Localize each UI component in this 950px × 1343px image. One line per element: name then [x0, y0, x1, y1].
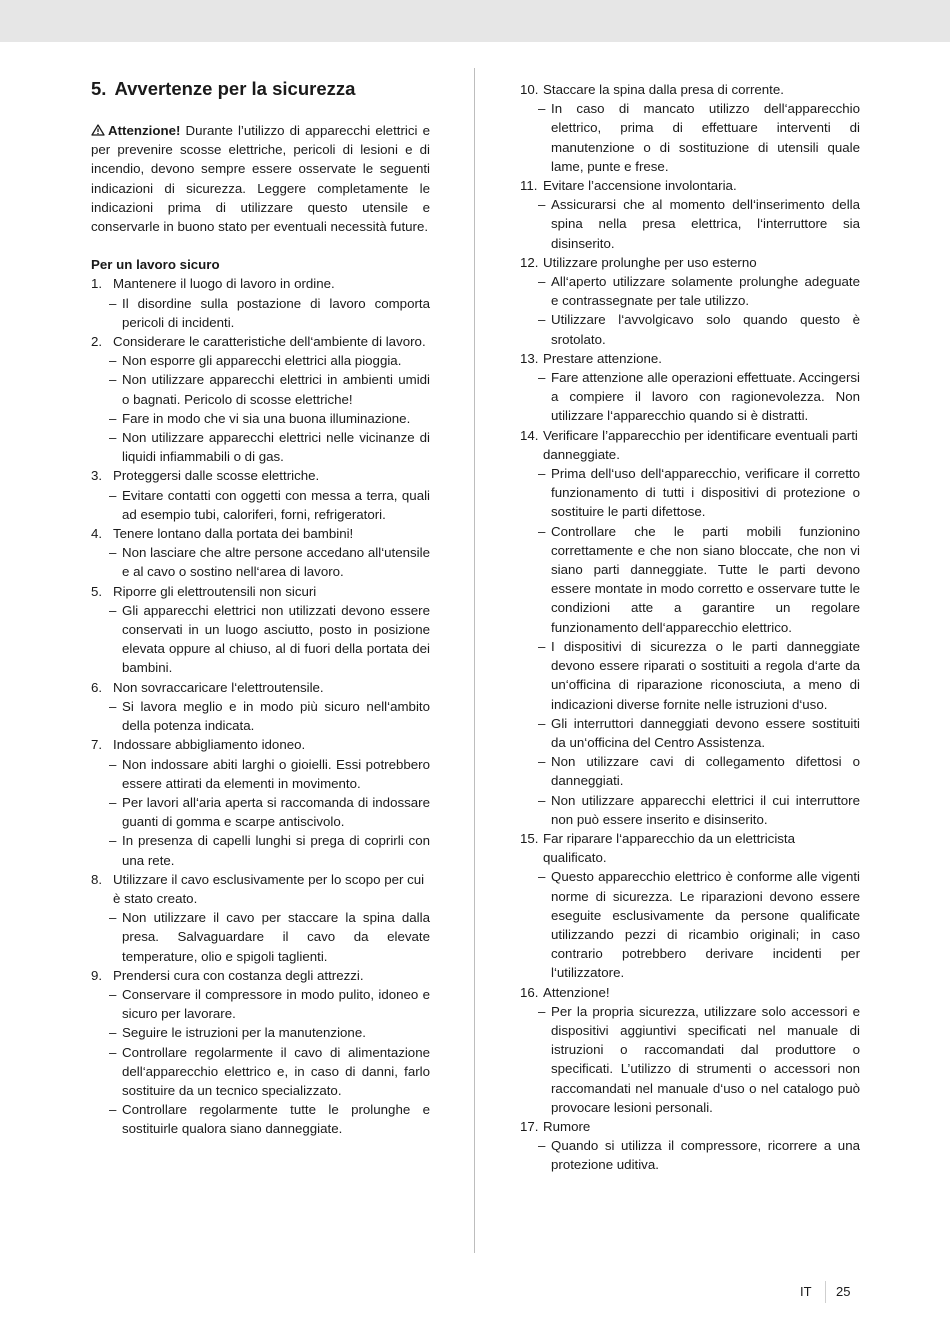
bullet-text: Controllare regolarmente il cavo di alimentazione dell‘apparecchio elettrico e, in caso di danni, farlo sostituire da un tecnico specializzato.	[122, 1044, 430, 1098]
bullet-text: Controllare regolarmente tutte le prolunghe e sostituirle qualora siano danneggiate.	[122, 1102, 430, 1137]
list-item	[520, 983, 860, 1002]
list-item	[91, 582, 430, 601]
bullet-item	[520, 272, 860, 310]
dash-marker: –	[538, 869, 546, 885]
bullet-item	[91, 486, 430, 524]
page-title	[91, 78, 430, 100]
bullet-text: Non indossare abiti larghi o gioielli. Essi potrebbero essere attirati da elementi in movimento.	[122, 756, 430, 791]
bullet-text: Prima dell‘uso dell‘apparecchio, verificare il corretto funzionamento di tutti i dispositivi di protezione o sostituire le parti difettose.	[551, 466, 860, 520]
list-item	[91, 678, 430, 697]
dash-marker: –	[109, 1044, 117, 1060]
bullet-text: Non utilizzare apparecchi elettrici il cui interruttore non può essere inserito e disinserito.	[551, 792, 860, 827]
item-text: Evitare l’accensione involontaria.	[543, 178, 737, 194]
item-text: Utilizzare prolunghe per uso esterno	[543, 254, 757, 270]
dash-marker: –	[109, 487, 117, 503]
dash-marker: –	[109, 410, 117, 426]
bullet-text: Non utilizzare il cavo per staccare la spina dalla presa. Salvaguardare il cavo da elevate temperature, olio e spigoli taglienti.	[122, 910, 430, 964]
list-item	[91, 870, 430, 908]
list-item	[91, 274, 430, 293]
bullet-text: Assicurarsi che al momento dell‘inserimento della spina nella presa elettrica, l‘interruttore sia disinserito.	[551, 197, 860, 251]
item-text: Tenere lontano dalla portata dei bambini!	[113, 526, 354, 542]
bullet-text: Seguire le istruzioni per la manutenzione.	[122, 1025, 366, 1041]
list-item	[520, 1117, 860, 1136]
bullet-text: Non utilizzare cavi di collegamento difettosi o danneggiati.	[551, 754, 860, 789]
item-text: Non sovraccaricare l‘elettroutensile.	[113, 679, 324, 695]
bullet-item	[520, 714, 860, 752]
bullet-text: Quando si utilizza il compressore, ricorrere a una protezione uditiva.	[551, 1138, 860, 1173]
item-number: 10.	[520, 82, 539, 97]
bullet-item	[91, 543, 430, 581]
list-item	[91, 966, 430, 985]
bullet-item	[520, 791, 860, 829]
bullet-item	[520, 867, 860, 982]
item-text: Prendersi cura con costanza degli attrezzi.	[113, 967, 364, 983]
dash-marker: –	[538, 715, 546, 731]
dash-marker: –	[538, 466, 546, 482]
bullet-text: Gli apparecchi elettrici non utilizzati devono essere conservati in un luogo asciutto, posto in posizione elevata oppure al chiuso, al di fuori della portata dei bambini.	[122, 602, 430, 676]
dash-marker: –	[109, 910, 117, 926]
bullet-item	[520, 752, 860, 790]
dash-marker: –	[109, 1102, 117, 1118]
item-number: 6.	[91, 679, 103, 695]
dash-marker: –	[538, 197, 546, 213]
bullet-item	[91, 428, 430, 466]
list-item	[91, 735, 430, 754]
bullet-text: Non utilizzare apparecchi elettrici nelle vicinanze di liquidi infiammabili o di gas.	[122, 430, 430, 465]
bullet-text: All‘aperto utilizzare solamente prolunghe adeguate e contrassegnate per tale utilizzo.	[551, 274, 860, 309]
subheading: Per un lavoro sicuro	[91, 257, 220, 273]
dash-marker: –	[538, 312, 546, 328]
dash-marker: –	[538, 274, 546, 290]
bullet-item	[520, 1136, 860, 1174]
bullet-item	[91, 755, 430, 793]
item-text: Verificare l’apparecchio per identificare eventuali parti danneggiate.	[543, 427, 858, 462]
bullet-text: Evitare contatti con oggetti con messa a terra, quali ad esempio tubi, caloriferi, forni, refrigeratori.	[122, 487, 430, 522]
list-item	[520, 349, 860, 368]
section-number: 5.	[91, 78, 107, 99]
bullet-text: Il disordine sulla postazione di lavoro comporta pericoli di incidenti.	[122, 295, 430, 330]
bullet-item	[520, 310, 860, 348]
page-number: 25	[836, 1284, 851, 1299]
bullet-text: Questo apparecchio elettrico è conforme alle vigenti norme di sicurezza. Le riparazioni devono essere eseguite esclusivamente da persone qualificate utilizzando pezzi di ricambio originali; in caso contrario potrebbero derivare incidenti per l‘utilizzatore.	[551, 869, 860, 981]
dash-marker: –	[109, 794, 117, 810]
dash-marker: –	[538, 1138, 546, 1154]
bullet-item	[91, 351, 430, 370]
left-column	[91, 78, 430, 1139]
item-number: 11.	[520, 178, 538, 194]
dash-marker: –	[538, 370, 546, 386]
left-item-list	[91, 274, 430, 1138]
bullet-item	[91, 294, 430, 332]
item-number: 14.	[520, 427, 539, 443]
dash-marker: –	[109, 602, 117, 618]
dash-marker: –	[109, 295, 117, 311]
item-number: 4.	[91, 526, 103, 542]
top-band	[0, 0, 950, 42]
dash-marker: –	[109, 986, 117, 1002]
item-text: Mantenere il luogo di lavoro in ordine.	[113, 276, 335, 292]
item-text: Riporre gli elettroutensili non sicuri	[113, 583, 317, 599]
bullet-text: In caso di mancato utilizzo dell‘apparecchio elettrico, prima di effettuare interventi di manutenzione o di sostituzione di utensili quale lame, punte e frese.	[551, 101, 860, 174]
dash-marker: –	[538, 638, 546, 654]
bullet-text: I dispositivi di sicurezza o le parti danneggiate devono essere riparati o sostituiti a regola d‘arte da un‘officina di riparazione riconosciuta, a meno di indicazioni diverse fornite nelle istruzioni d‘uso.	[551, 638, 860, 712]
bullet-text: Per lavori all‘aria aperta si raccomanda di indossare guanti di gomma e scarpe antiscivolo.	[122, 794, 430, 830]
bullet-item	[91, 831, 430, 869]
bullet-item	[91, 370, 430, 408]
bullet-text: Fare attenzione alle operazioni effettuate. Accingersi a compiere il lavoro con ragionevolezza. Non utilizzare l‘apparecchio quando si è distratti.	[551, 370, 860, 424]
item-text: Proteggersi dalle scosse elettriche.	[113, 468, 320, 484]
item-number: 3.	[91, 468, 103, 484]
intro-paragraph	[91, 121, 430, 236]
bullet-item	[91, 409, 430, 428]
item-text: Staccare la spina dalla presa di corrente.	[543, 82, 784, 97]
bullet-text: Per la propria sicurezza, utilizzare solo accessori e dispositivi aggiuntivi specificati nel manuale di istruzioni o raccomandati dal produttore o specificati. L’utilizzo di strumenti o accessori non raccomandati nel manuale d‘uso o nel catalogo può provocare lesioni personali.	[551, 1003, 860, 1115]
bullet-item	[520, 1002, 860, 1117]
dash-marker: –	[109, 833, 117, 849]
list-item	[91, 332, 430, 351]
bullet-text: Si lavora meglio e in modo più sicuro nell‘ambito della potenza indicata.	[122, 698, 430, 734]
dash-marker: –	[109, 372, 117, 388]
column-divider	[474, 68, 475, 1253]
footer-language: IT	[800, 1284, 812, 1299]
dash-marker: –	[109, 698, 117, 714]
bullet-text: Conservare il compressore in modo pulito, idoneo e sicuro per lavorare.	[122, 986, 430, 1022]
list-item	[91, 466, 430, 485]
item-text: Considerare le caratteristiche dell‘ambiente di lavoro.	[113, 334, 426, 350]
bullet-text: Non utilizzare apparecchi elettrici in ambienti umidi o bagnati. Pericolo di scosse elettriche!	[122, 372, 430, 407]
bullet-text: Non esporre gli apparecchi elettrici alla pioggia.	[122, 353, 402, 369]
list-item	[520, 426, 860, 464]
bullet-text: In presenza di capelli lunghi si prega di coprirli con una rete.	[122, 833, 430, 868]
bullet-item	[520, 99, 860, 176]
right-item-list	[520, 80, 860, 1175]
dash-marker: –	[538, 523, 546, 539]
item-number: 15.	[520, 830, 539, 846]
footer-separator	[825, 1281, 826, 1303]
bullet-text: Utilizzare l‘avvolgicavo solo quando questo è srotolato.	[551, 312, 860, 347]
warning-label: Attenzione!	[108, 123, 181, 138]
bullet-item	[91, 1100, 430, 1138]
list-item	[520, 829, 860, 867]
intro-text: Durante l’utilizzo di apparecchi elettrici e per prevenire scosse elettriche, pericoli di lesioni e di incendio, devono sempre essere osservate le seguenti indicazioni di sicurezza. Leggere completamente le indicazioni prima di utilizzare questo utensile e conservarle in buono stato per eventuali necessità future.	[91, 123, 430, 235]
section-title: Avvertenze per la sicurezza	[114, 78, 356, 99]
bullet-item	[91, 697, 430, 735]
bullet-item	[520, 637, 860, 714]
item-text: Indossare abbigliamento idoneo.	[113, 737, 306, 753]
bullet-item	[91, 985, 430, 1023]
bullet-text: Non lasciare che altre persone accedano all‘utensile e al cavo o sostino nell‘area di lavoro.	[122, 545, 430, 580]
bullet-item	[91, 908, 430, 966]
right-column	[520, 80, 860, 1175]
item-number: 8.	[91, 871, 103, 887]
warning-triangle-icon	[91, 124, 105, 136]
list-item	[520, 253, 860, 272]
item-number: 7.	[91, 737, 103, 753]
bullet-item	[520, 195, 860, 253]
bullet-text: Controllare che le parti mobili funzionino correttamente e che non siano bloccate, che non vi siano parti danneggiate. Tutte le parti devono essere montate in modo corretto e osservare tutte le condizioni atte a garantire un regolare funzionamento dell‘apparecchio elettrico.	[551, 523, 860, 635]
list-item	[520, 80, 860, 99]
dash-marker: –	[109, 545, 117, 561]
bullet-item	[91, 1023, 430, 1042]
item-number: 16.	[520, 984, 539, 1000]
item-number: 1.	[91, 276, 103, 292]
bullet-item	[520, 464, 860, 522]
dash-marker: –	[538, 101, 546, 117]
item-number: 9.	[91, 967, 103, 983]
dash-marker: –	[109, 1025, 117, 1041]
item-number: 12.	[520, 254, 539, 270]
dash-marker: –	[109, 756, 117, 772]
item-text: Far riparare l‘apparecchio da un elettricista qualificato.	[543, 830, 796, 866]
list-item	[520, 176, 860, 195]
bullet-text: Fare in modo che vi sia una buona illuminazione.	[122, 410, 411, 426]
item-number: 5.	[91, 583, 103, 599]
bullet-item	[520, 368, 860, 426]
list-item	[91, 524, 430, 543]
bullet-item	[91, 793, 430, 831]
item-number: 13.	[520, 350, 539, 366]
dash-marker: –	[538, 792, 546, 808]
bullet-text: Gli interruttori danneggiati devono essere sostituiti da un‘officina del Centro Assistenza.	[551, 715, 860, 750]
item-number: 2.	[91, 334, 103, 350]
dash-marker: –	[538, 1003, 546, 1019]
dash-marker: –	[109, 353, 117, 369]
item-text: Prestare attenzione.	[543, 350, 663, 366]
dash-marker: –	[109, 430, 117, 446]
item-number: 17.	[520, 1118, 539, 1134]
bullet-item	[91, 601, 430, 678]
item-text: Attenzione!	[543, 984, 610, 1000]
dash-marker: –	[538, 754, 546, 770]
item-text: Rumore	[543, 1118, 591, 1134]
bullet-item	[91, 1043, 430, 1101]
item-text: Utilizzare il cavo esclusivamente per lo scopo per cui è stato creato.	[113, 871, 425, 906]
bullet-item	[520, 522, 860, 637]
